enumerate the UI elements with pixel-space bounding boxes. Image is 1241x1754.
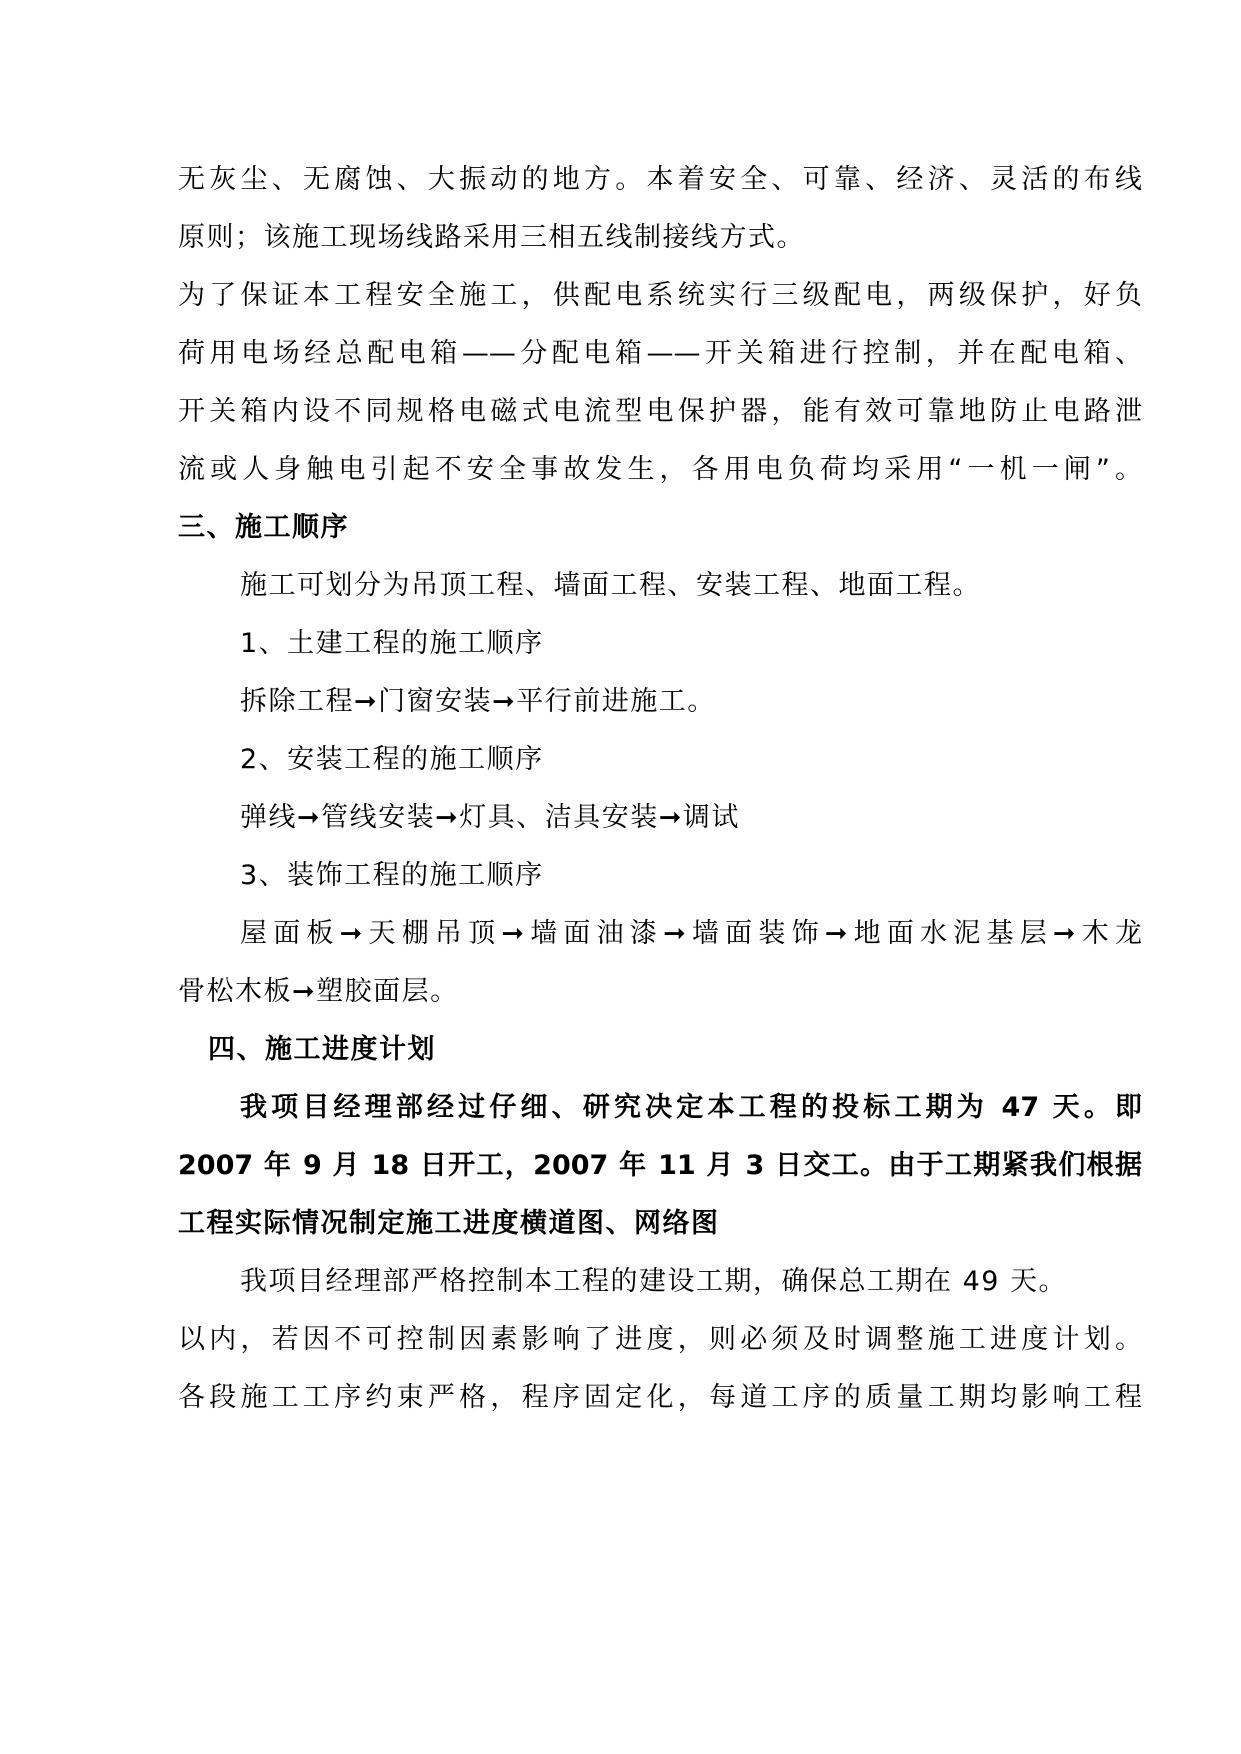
civil-sequence-text: 拆除工程➞门窗安装➞平行前进施工。 (240, 686, 716, 717)
schedule-bold-line-3: 工程实际情况制定施工进度横道图、网络图 (178, 1208, 720, 1239)
schedule-bold-line-2: 2007 年 9 月 18 日开工，2007 年 11 月 3 日交工。由于工期紧我们根据 (178, 1150, 1142, 1181)
power-paragraph-2-line-4: 流或人身触电引起不安全事故发生，各用电负荷均采用“一机一闸”。 (178, 454, 1142, 485)
power-paragraph-1-line-2: 原则；该施工现场线路采用三相五线制接线方式。 (178, 222, 805, 253)
power-paragraph-1-line-1: 无灰尘、无腐蚀、大振动的地方。本着安全、可靠、经济、灵活的布线 (178, 164, 1142, 195)
section-3-intro: 施工可划分为吊顶工程、墙面工程、安装工程、地面工程。 (240, 570, 981, 601)
schedule-text-line-3: 各段施工工序约束严格，程序固定化，每道工序的质量工期均影响工程 (178, 1382, 1142, 1413)
schedule-text-line-2: 以内，若因不可控制因素影响了进度，则必须及时调整施工进度计划。 (178, 1324, 1142, 1355)
decoration-sequence-title: 3、装饰工程的施工顺序 (240, 860, 544, 891)
section-4-heading: 四、施工进度计划 (208, 1034, 436, 1065)
install-sequence-title: 2、安装工程的施工顺序 (240, 744, 544, 775)
install-sequence-text: 弹线➞管线安装➞灯具、洁具安装➞调试 (240, 802, 740, 833)
power-paragraph-2-line-1: 为了保证本工程安全施工，供配电系统实行三级配电，两级保护，好负 (178, 280, 1142, 311)
decoration-sequence-text-line-1: 屋面板➞天棚吊顶➞墙面油漆➞墙面装饰➞地面水泥基层➞木龙 (240, 918, 1142, 949)
decoration-sequence-text-line-2: 骨松木板➞塑胶面层。 (178, 976, 459, 1007)
schedule-text-line-1: 我项目经理部严格控制本工程的建设工期，确保总工期在 49 天。 (240, 1266, 1068, 1297)
power-paragraph-2-line-2: 荷用电场经总配电箱——分配电箱——开关箱进行控制，并在配电箱、 (178, 338, 1142, 369)
civil-sequence-title: 1、土建工程的施工顺序 (240, 628, 544, 659)
section-3-heading: 三、施工顺序 (178, 512, 349, 543)
power-paragraph-2-line-3: 开关箱内设不同规格电磁式电流型电保护器，能有效可靠地防止电路泄 (178, 396, 1142, 427)
schedule-bold-line-1: 我项目经理部经过仔细、研究决定本工程的投标工期为 47 天。即 (240, 1092, 1142, 1123)
